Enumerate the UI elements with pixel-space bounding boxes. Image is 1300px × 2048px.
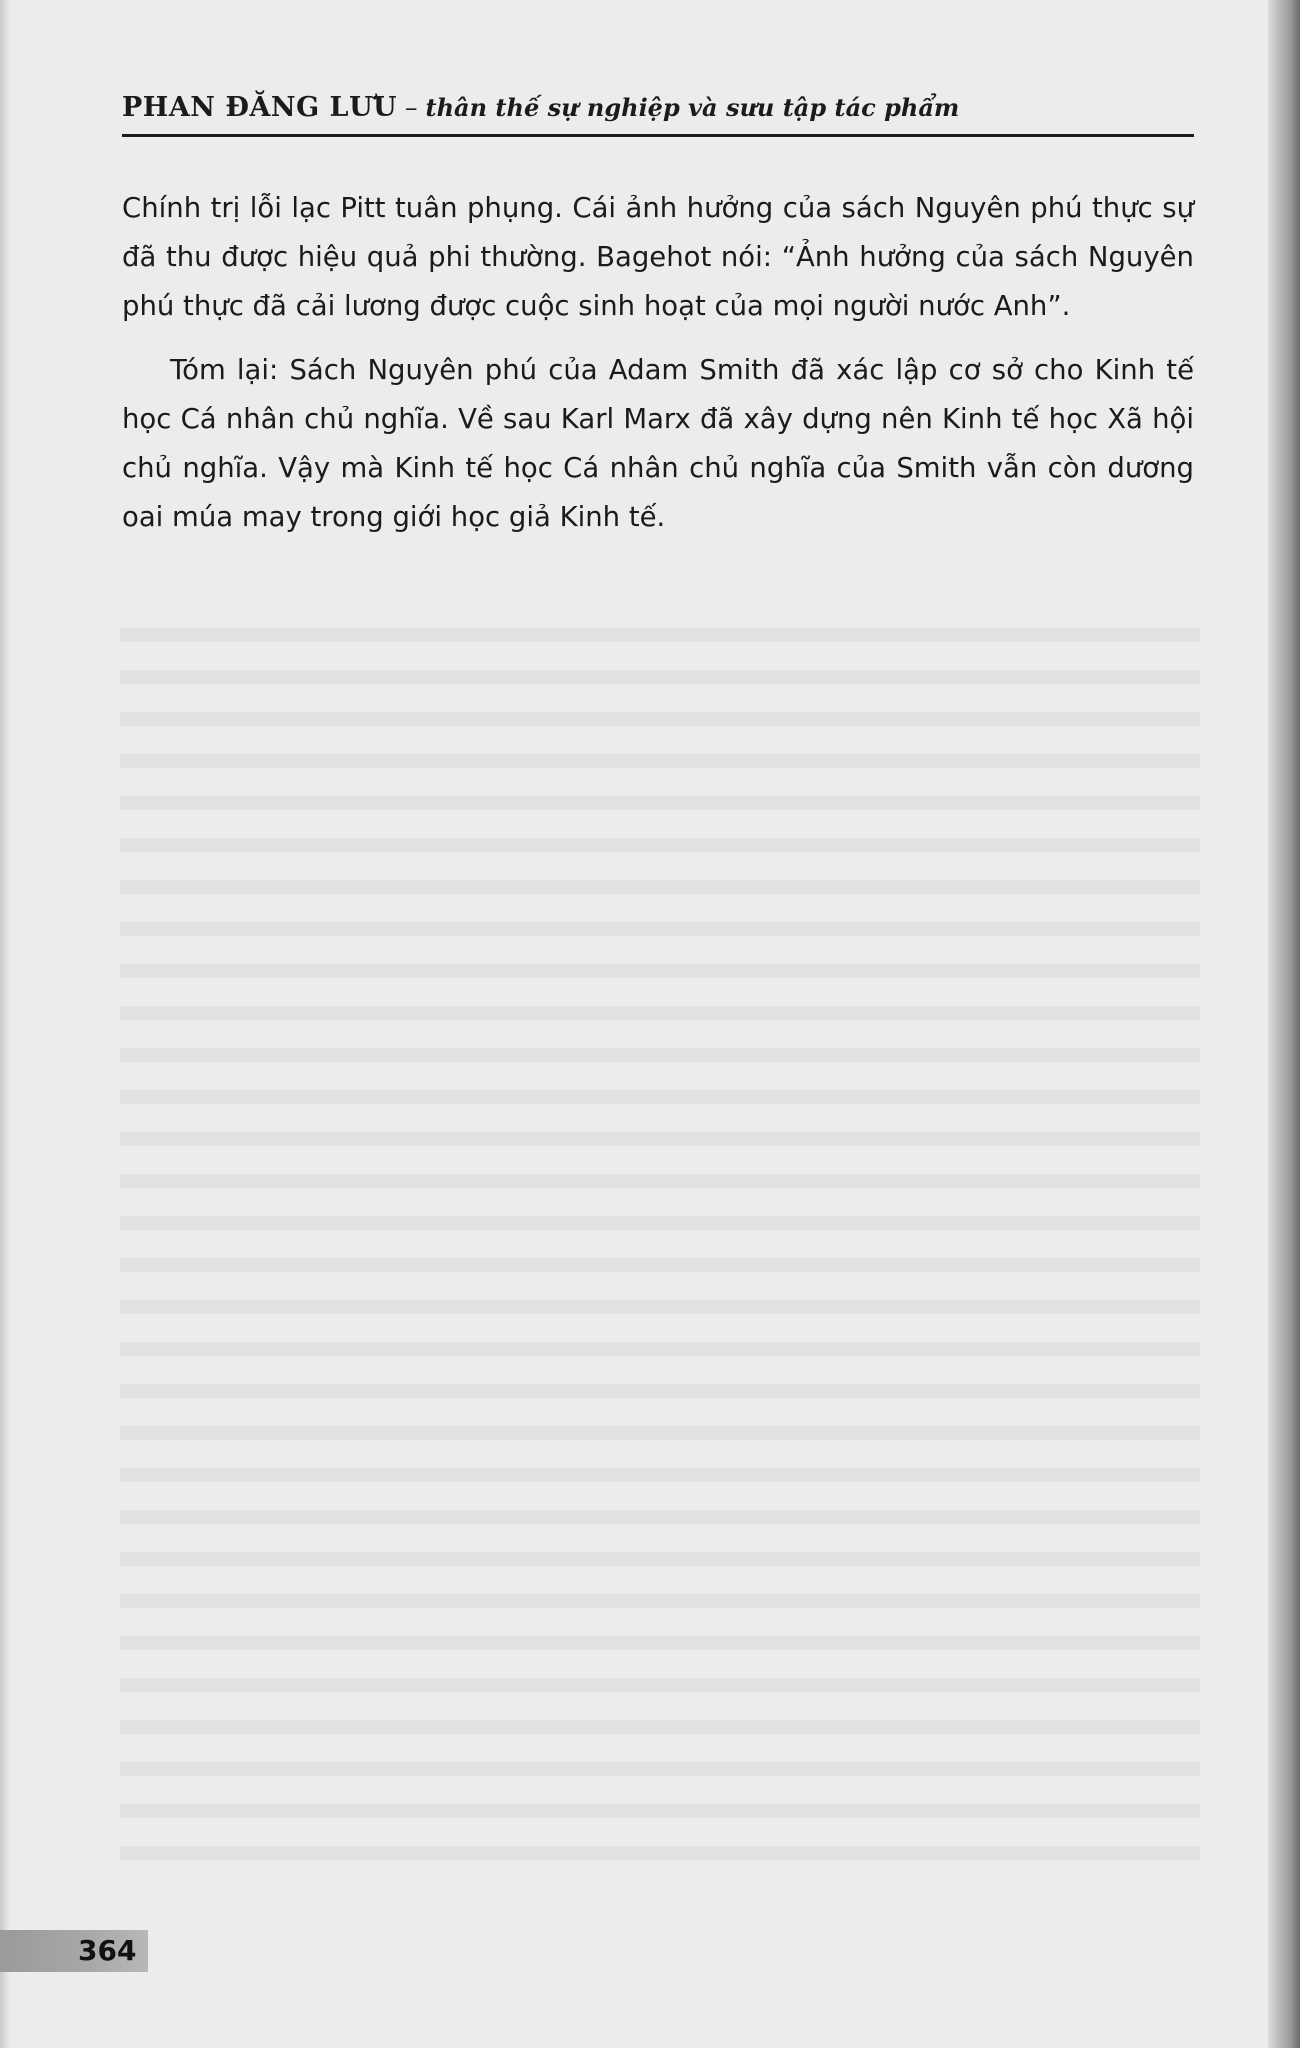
page-body [122,184,1194,542]
paragraph: Tóm lại: Sách Nguyên phú của Adam Smith đã xác lập cơ sở cho Kinh tế học Cá nhân chủ nghĩa. Về sau Karl Marx đã xây dựng nên Kinh tế học Xã hội chủ nghĩa. Vậy mà Kinh tế học Cá nhân chủ nghĩa của Smith vẫn còn dương oai múa may trong giới học giả Kinh tế. [122,354,1194,533]
page-number: 364 [78,1934,137,1967]
header-rule [122,134,1194,137]
page-gutter-shadow [0,0,10,2048]
header-separator: – [397,93,426,122]
reverse-side-bleed-through [120,600,1200,1880]
header-author: PHAN ĐĂNG LƯU [122,92,398,123]
header-subtitle: thân thế sự nghiệp và sưu tập tác phẩm [425,93,960,122]
page-edge [1268,0,1300,2048]
running-header [122,92,1192,132]
paragraph: Chính trị lỗi lạc Pitt tuân phụng. Cái ảnh hưởng của sách Nguyên phú thực sự đã thu được hiệu quả phi thường. Bagehot nói: “Ảnh hưởng của sách Nguyên phú thực đã cải lương được cuộc sinh hoạt của mọi người nước Anh”. [122,192,1194,322]
